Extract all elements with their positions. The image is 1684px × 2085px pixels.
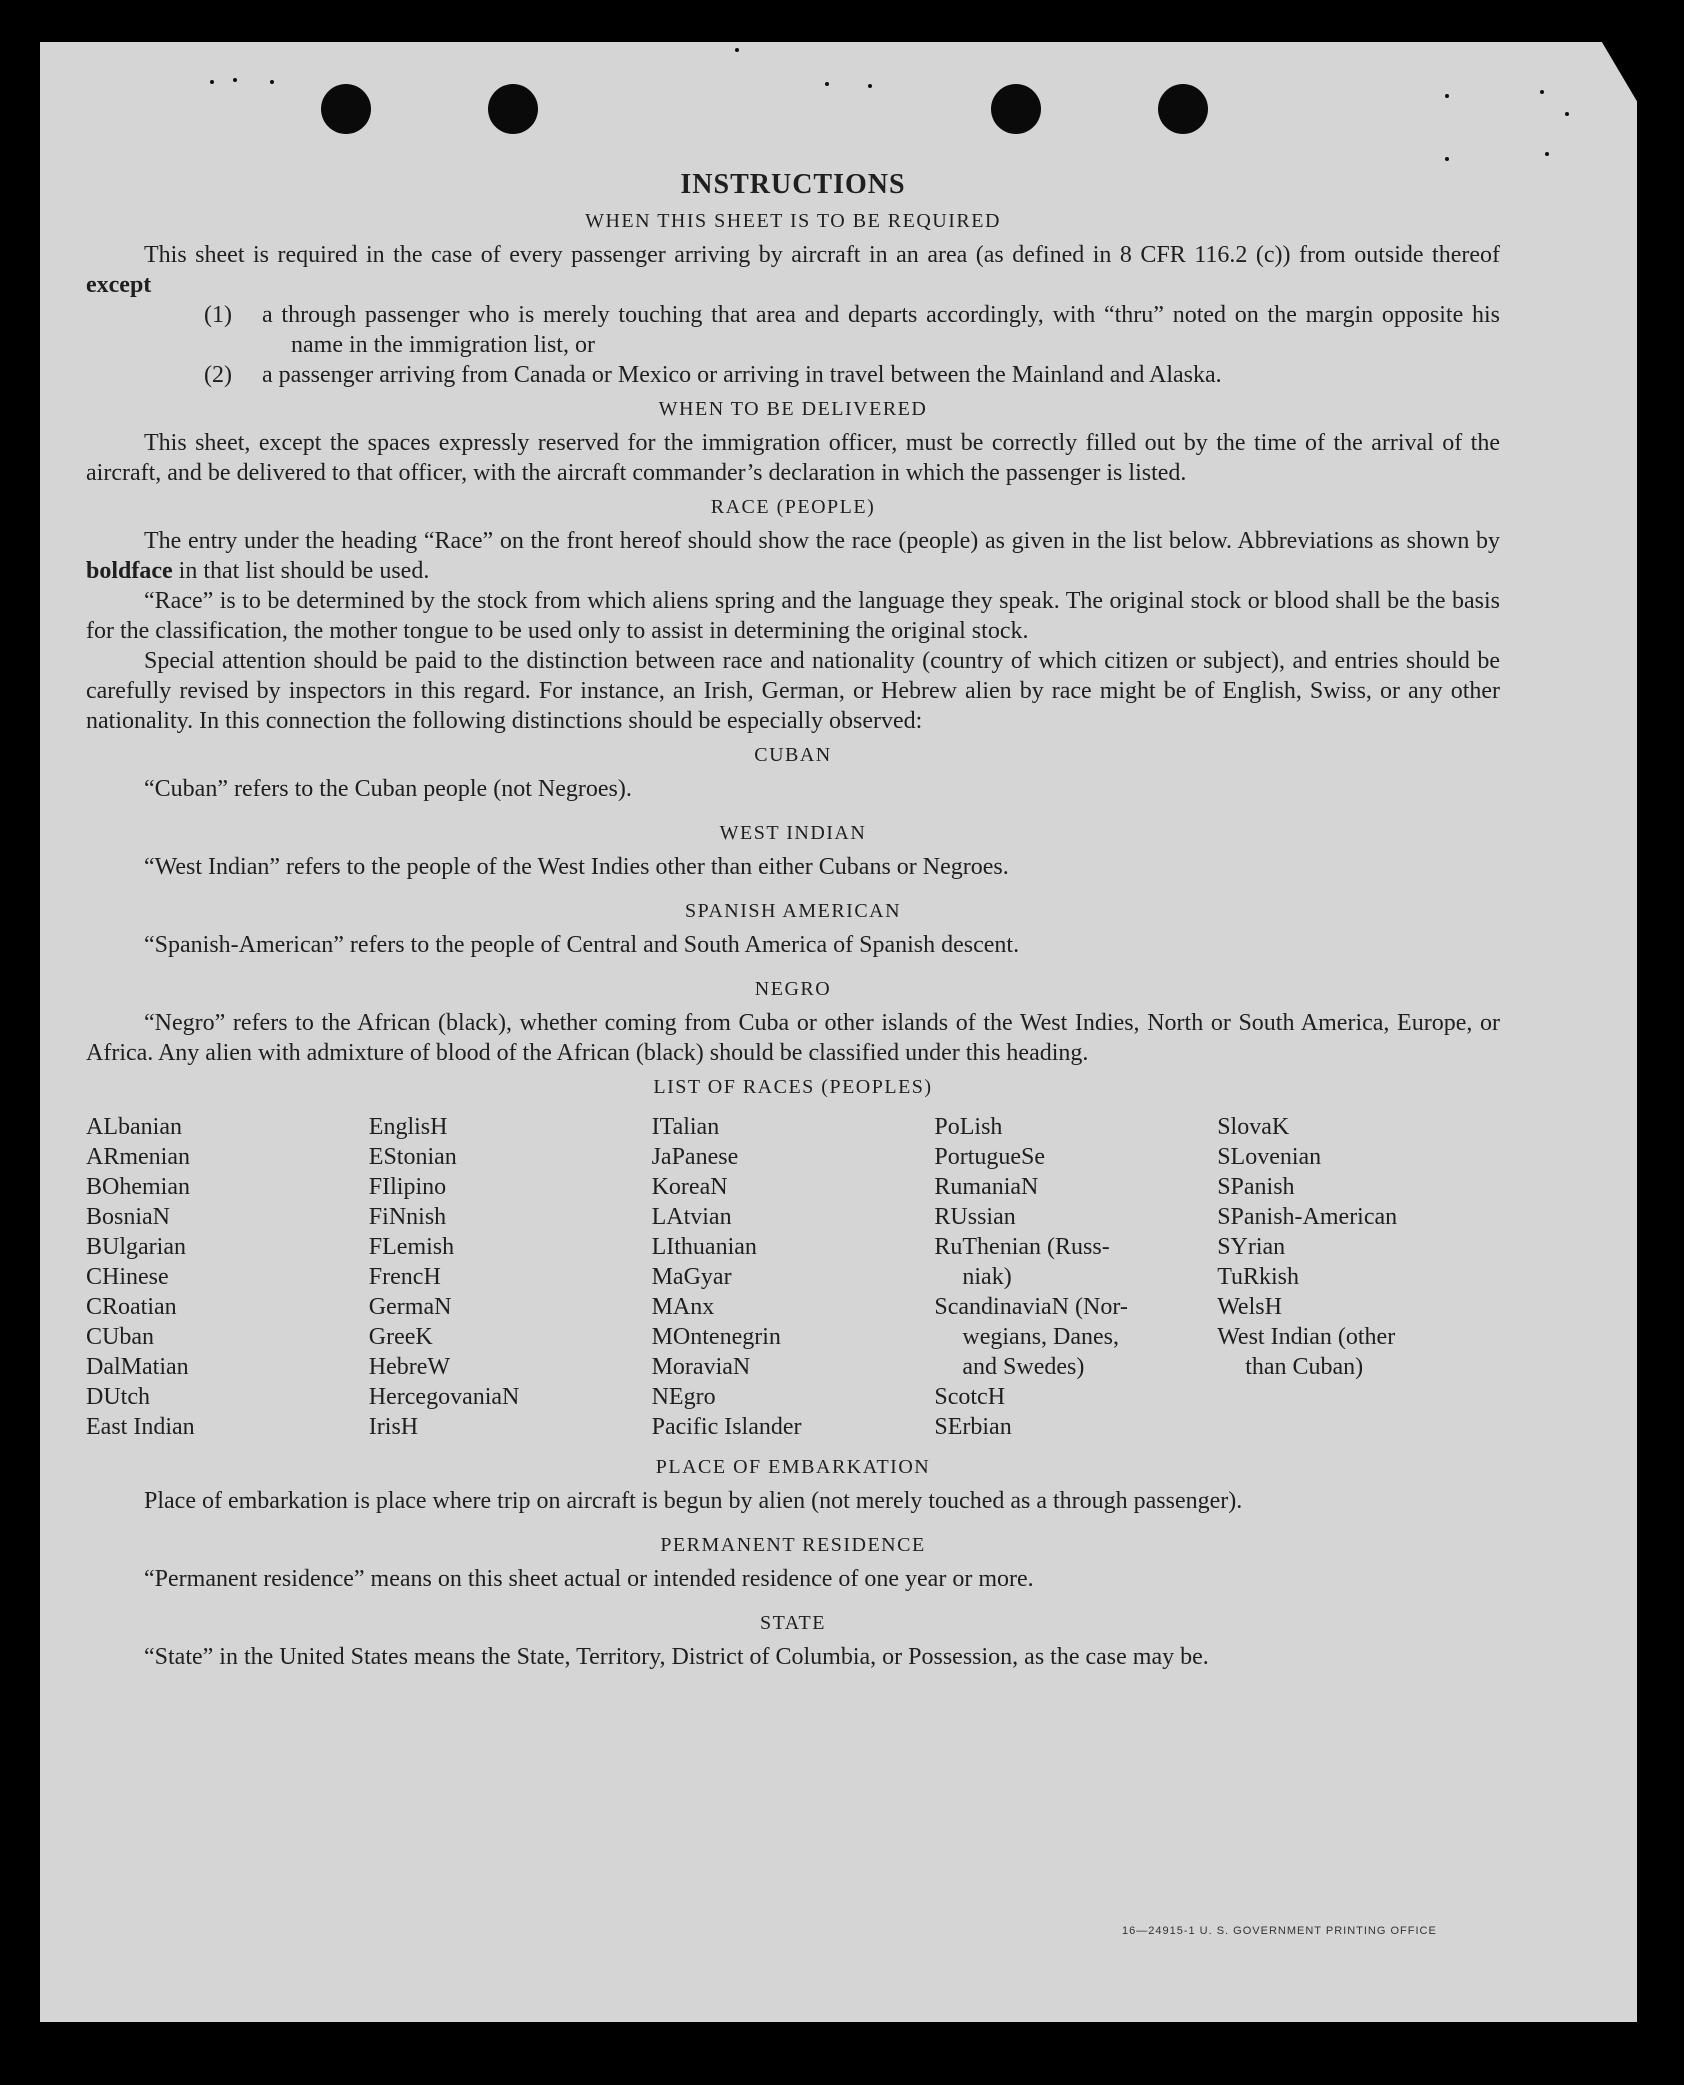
race-entry: NEgro: [651, 1384, 716, 1410]
speck: [210, 80, 214, 84]
race-entry: East Indian: [86, 1414, 195, 1440]
race-entry: SLovenian: [1217, 1144, 1322, 1170]
speck: [270, 80, 274, 84]
cuban-heading: CUBAN: [754, 744, 832, 766]
race-entry: MAnx: [651, 1294, 715, 1320]
race-entry: PoLish: [934, 1114, 1003, 1140]
speck: [735, 48, 739, 52]
race-entry: ScandinaviaN (Nor-: [934, 1294, 1128, 1320]
race-entry: FLemish: [368, 1234, 455, 1260]
race-entry: MoraviaN: [651, 1354, 751, 1380]
race-entry: FiNnish: [368, 1204, 447, 1230]
race-entry: RUssian: [934, 1204, 1016, 1230]
speck: [1545, 152, 1549, 156]
race-entry: BOhemian: [86, 1174, 190, 1200]
race-entry: ALbanian: [86, 1114, 182, 1140]
race-entry: BUlgarian: [86, 1234, 186, 1260]
printing-office-imprint: 16—24915-1 U. S. GOVERNMENT PRINTING OFFICE: [1122, 1925, 1437, 1937]
race-entry-continued: wegians, Danes,: [962, 1324, 1120, 1350]
exception-2-text: a passenger arriving from Canada or Mexico or arriving in travel between the Mainland and Alaska.: [262, 362, 1222, 388]
west-indian-heading: WEST INDIAN: [719, 822, 867, 844]
negro-heading: NEGRO: [754, 978, 832, 1000]
residence-paragraph: “Permanent residence” means on this sheet actual or intended residence of one year or more.: [144, 1566, 1034, 1592]
delivered-paragraph: This sheet, except the spaces expressly reserved for the immigration officer, must be correctly filled out by the time of the arrival of the aircraft, and be delivered to that officer, with the aircraft commander’s declaration in which the passenger is listed.: [86, 430, 1500, 486]
race-entry: MaGyar: [651, 1264, 732, 1290]
race-entry: MOntenegrin: [651, 1324, 781, 1350]
speck: [1565, 112, 1569, 116]
race-entry-continued: and Swedes): [962, 1354, 1085, 1380]
race-entry: RuThenian (Russ-: [934, 1234, 1110, 1260]
races-column-1: [86, 1112, 369, 1442]
residence-heading: PERMANENT RESIDENCE: [660, 1534, 926, 1556]
race-entry: SErbian: [934, 1414, 1012, 1440]
spanish-american-paragraph: “Spanish-American” refers to the people of Central and South America of Spanish descent.: [144, 932, 1020, 958]
races-list: [86, 1112, 1500, 1442]
races-column-4: [934, 1112, 1217, 1442]
negro-paragraph: “Negro” refers to the African (black), whether coming from Cuba or other islands of the West Indies, North or South America, Europe, or Africa. Any alien with admixture of blood of the African (black) should be classified under this heading.: [86, 1010, 1500, 1066]
required-text: This sheet is required in the case of every passenger arriving by aircraft in an area (as defined in 8 CFR 116.2 (c)) from outside thereof: [144, 242, 1500, 268]
exception-1: [204, 300, 1500, 360]
race-entry: FrencH: [368, 1264, 441, 1290]
race-entry: LAtvian: [651, 1204, 732, 1230]
punch-hole-3: [991, 84, 1041, 134]
spanish-american-heading: SPANISH AMERICAN: [684, 900, 902, 922]
punch-hole-2: [488, 84, 538, 134]
race-heading: RACE (PEOPLE): [710, 496, 876, 518]
race-entry: CUban: [86, 1324, 154, 1350]
west-indian-paragraph: “West Indian” refers to the people of the West Indies other than either Cubans or Negroes.: [144, 854, 1009, 880]
race-entry: ITalian: [651, 1114, 720, 1140]
speck: [1445, 157, 1449, 161]
race-entry: West Indian (other: [1217, 1324, 1396, 1350]
race-paragraph-1: [86, 526, 1500, 586]
boldface-word: boldface: [86, 558, 173, 584]
race-entry: SlovaK: [1217, 1114, 1290, 1140]
speck: [825, 82, 829, 86]
page-title: INSTRUCTIONS: [680, 169, 906, 200]
race-entry: HebreW: [368, 1354, 451, 1380]
race-entry: GreeK: [368, 1324, 433, 1350]
race-entry: EStonian: [368, 1144, 457, 1170]
embarkation-paragraph: Place of embarkation is place where trip on aircraft is begun by alien (not merely touched as a through passenger).: [144, 1488, 1243, 1514]
race-entry: KoreaN: [651, 1174, 728, 1200]
race-entry: TuRkish: [1217, 1264, 1300, 1290]
exception-1-text: a through passenger who is merely touching that area and departs accordingly, with “thru” noted on the margin opposite his name in the immigration list, or: [262, 302, 1500, 358]
speck: [233, 78, 237, 82]
race-entry: DUtch: [86, 1384, 150, 1410]
speck: [1445, 94, 1449, 98]
race-entry: IrisH: [368, 1414, 419, 1440]
races-column-5: [1217, 1112, 1500, 1442]
exception-2: [204, 360, 1500, 390]
exception-1-number: (1): [204, 302, 232, 328]
required-paragraph: [86, 240, 1500, 300]
race-entry: JaPanese: [651, 1144, 739, 1170]
race-text-1c: in that list should be used.: [172, 558, 430, 584]
race-entry: HercegovaniaN: [368, 1384, 520, 1410]
race-entry: CHinese: [86, 1264, 169, 1290]
instructions-content: [86, 170, 1500, 1672]
race-entry-continued: than Cuban): [1245, 1354, 1364, 1380]
race-entry: ARmenian: [86, 1144, 190, 1170]
punch-hole-4: [1158, 84, 1208, 134]
race-entry: WelsH: [1217, 1294, 1282, 1320]
race-paragraph-2: “Race” is to be determined by the stock from which aliens spring and the language they speak. The original stock or blood shall be the basis for the classification, the mother tongue to be used only to assist in determining the original stock.: [86, 588, 1500, 644]
race-paragraph-3: Special attention should be paid to the distinction between race and nationality (country of which citizen or subject), and entries should be carefully revised by inspectors in this regard. For instance, an Irish, German, or Hebrew alien by race might be of English, Swiss, or any other nationality. In this connection the following distinctions should be especially observed:: [86, 648, 1500, 734]
race-entry: SPanish-American: [1217, 1204, 1398, 1230]
race-entry: SYrian: [1217, 1234, 1286, 1260]
speck: [868, 84, 872, 88]
race-entry: EnglisH: [368, 1114, 448, 1140]
embarkation-heading: PLACE OF EMBARKATION: [655, 1456, 931, 1478]
cuban-paragraph: “Cuban” refers to the Cuban people (not Negroes).: [144, 776, 632, 802]
race-entry: GermaN: [368, 1294, 452, 1320]
race-entry: BosniaN: [86, 1204, 170, 1230]
state-heading: STATE: [760, 1612, 826, 1634]
exception-2-number: (2): [204, 362, 232, 388]
race-entry: Pacific Islander: [651, 1414, 802, 1440]
delivered-heading: WHEN TO BE DELIVERED: [658, 398, 928, 420]
races-column-3: [652, 1112, 935, 1442]
race-text-1a: The entry under the heading “Race” on the front hereof should show the race (people) as given in the list below. Abbreviations as shown by: [144, 528, 1500, 554]
speck: [1540, 90, 1544, 94]
race-entry: DalMatian: [86, 1354, 189, 1380]
race-entry: FIlipino: [368, 1174, 447, 1200]
race-entry: LIthuanian: [651, 1234, 757, 1260]
race-entry: SPanish: [1217, 1174, 1295, 1200]
except-word: except: [86, 272, 152, 298]
race-entry-continued: niak): [962, 1264, 1012, 1290]
required-heading: WHEN THIS SHEET IS TO BE REQUIRED: [585, 210, 1001, 232]
races-column-2: [369, 1112, 652, 1442]
race-entry: ScotcH: [934, 1384, 1006, 1410]
race-entry: PortugueSe: [934, 1144, 1046, 1170]
punch-hole-1: [321, 84, 371, 134]
race-entry: CRoatian: [86, 1294, 177, 1320]
list-of-races-heading: LIST OF RACES (PEOPLES): [653, 1076, 933, 1098]
race-entry: RumaniaN: [934, 1174, 1039, 1200]
state-paragraph: “State” in the United States means the State, Territory, District of Columbia, or Possession, as the case may be.: [144, 1644, 1209, 1670]
